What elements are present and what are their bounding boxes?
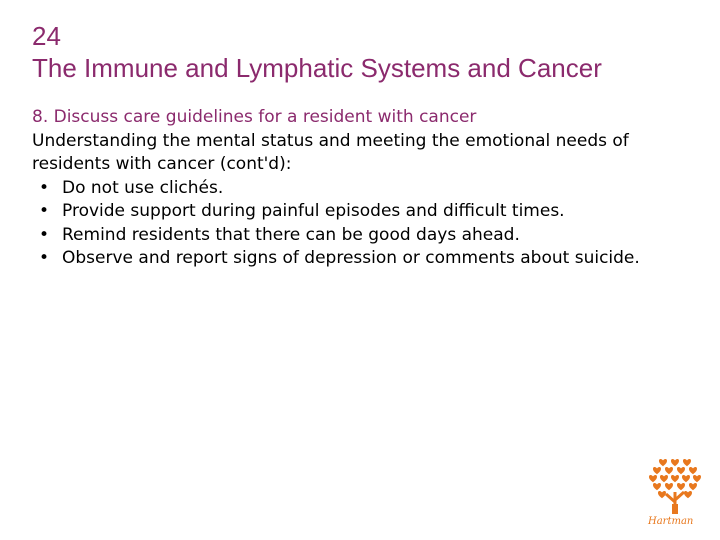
heart-icon bbox=[649, 475, 657, 482]
slide-body bbox=[32, 106, 692, 271]
bullet-dot-icon: • bbox=[38, 177, 50, 198]
heart-icon bbox=[677, 467, 685, 474]
bullet-dot-icon: • bbox=[38, 201, 50, 221]
bullet-item bbox=[32, 177, 692, 201]
intro-text: Understanding the mental status and meeting the emotional needs of residents with cancer (cont'd): bbox=[32, 130, 629, 174]
bullet-text: Do not use clichés. bbox=[62, 177, 224, 198]
bullet-item bbox=[32, 224, 692, 248]
bullet-dot-icon: • bbox=[38, 224, 50, 245]
heart-icon bbox=[665, 467, 673, 474]
heart-icon bbox=[653, 467, 661, 474]
bullet-text: Provide support during painful episodes and difficult times. bbox=[62, 201, 565, 221]
heart-icon bbox=[653, 483, 661, 490]
heart-icon bbox=[689, 467, 697, 474]
learning-objective: 8. Discuss care guidelines for a resident with cancer bbox=[32, 107, 477, 127]
bullet-text: Observe and report signs of depression or comments about suicide. bbox=[62, 248, 640, 268]
heart-icon bbox=[682, 475, 690, 482]
bullet-list bbox=[32, 177, 692, 271]
chapter-title: The Immune and Lymphatic Systems and Cancer bbox=[32, 53, 602, 83]
heart-icon bbox=[689, 483, 697, 490]
heart-icon bbox=[677, 483, 685, 490]
heart-icon bbox=[683, 459, 691, 466]
slide-title bbox=[32, 20, 602, 84]
bullet-item bbox=[32, 247, 692, 271]
bullet-text: Remind residents that there can be good days ahead. bbox=[62, 224, 520, 245]
heart-icon bbox=[665, 483, 673, 490]
hartman-logo-text: Hartman bbox=[648, 516, 694, 527]
chapter-number: 24 bbox=[32, 21, 61, 51]
bullet-dot-icon: • bbox=[38, 248, 50, 268]
heart-icon bbox=[660, 475, 668, 482]
heart-icon bbox=[671, 459, 679, 466]
heart-icon bbox=[659, 459, 667, 466]
heart-icon bbox=[658, 491, 666, 498]
bullet-item bbox=[32, 200, 692, 224]
heart-icon bbox=[671, 475, 679, 482]
heart-icon bbox=[684, 491, 692, 498]
heart-icon bbox=[693, 475, 701, 482]
